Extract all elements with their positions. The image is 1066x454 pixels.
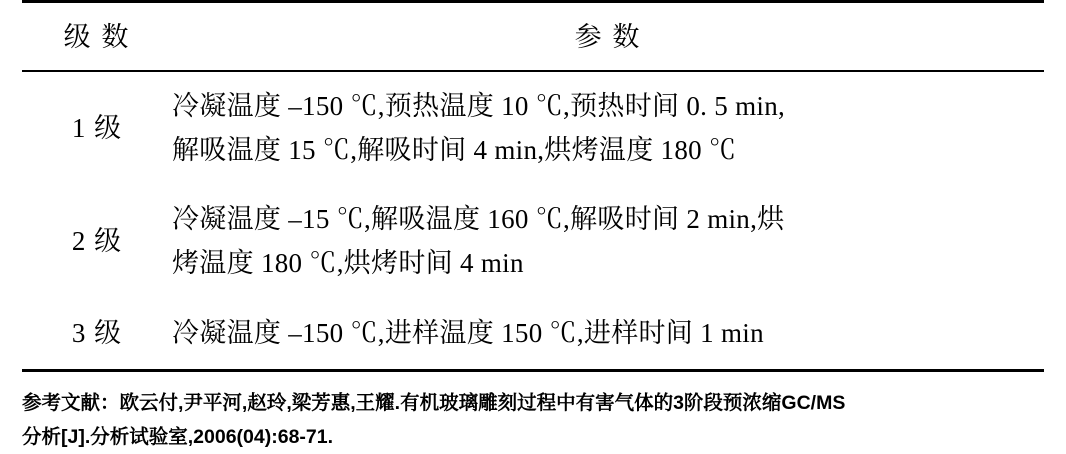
table-header-row [22,2,1044,72]
cell-parameters [172,185,1044,298]
table-row [22,185,1044,298]
table-row [22,299,1044,370]
parameters-table [22,0,1044,372]
parameter-line: 冷凝温度 –150 ℃,进样温度 150 ℃,进样时间 1 min [172,317,764,348]
parameter-line: 冷凝温度 –15 ℃,解吸温度 160 ℃,解吸时间 2 min,烘 [172,204,785,235]
reference-line-2: 分析[J].分析试验室,2006(04):68-71. [22,425,334,448]
table-bottom-rule-row [22,370,1044,372]
cell-level: 3 级 [71,317,123,348]
table-bottom-rule [22,370,172,372]
table-body [22,71,1044,372]
parameter-line: 烤温度 180 ℃,烘烤时间 4 min [172,248,524,279]
reference-block [22,386,1044,454]
column-header-level: 级 数 [22,2,172,72]
table-row [22,71,1044,185]
cell-parameters [172,71,1044,185]
parameter-line: 解吸温度 15 ℃,解吸时间 4 min,烘烤温度 180 ℃ [172,134,737,165]
table-header [22,2,1044,72]
reference-line-1: 参考文献：欧云付,尹平河,赵玲,梁芳惠,王耀.有机玻璃雕刻过程中有害气体的3阶段预浓缩GC/MS [22,391,846,414]
cell-parameters [172,299,1044,370]
parameter-line: 冷凝温度 –150 ℃,预热温度 10 ℃,预热时间 0. 5 min, [172,91,786,121]
column-header-parameters: 参 数 [172,2,1044,72]
table-bottom-rule [172,370,1044,372]
cell-level: 1 级 [22,71,172,185]
cell-level: 2 级 [71,226,123,257]
